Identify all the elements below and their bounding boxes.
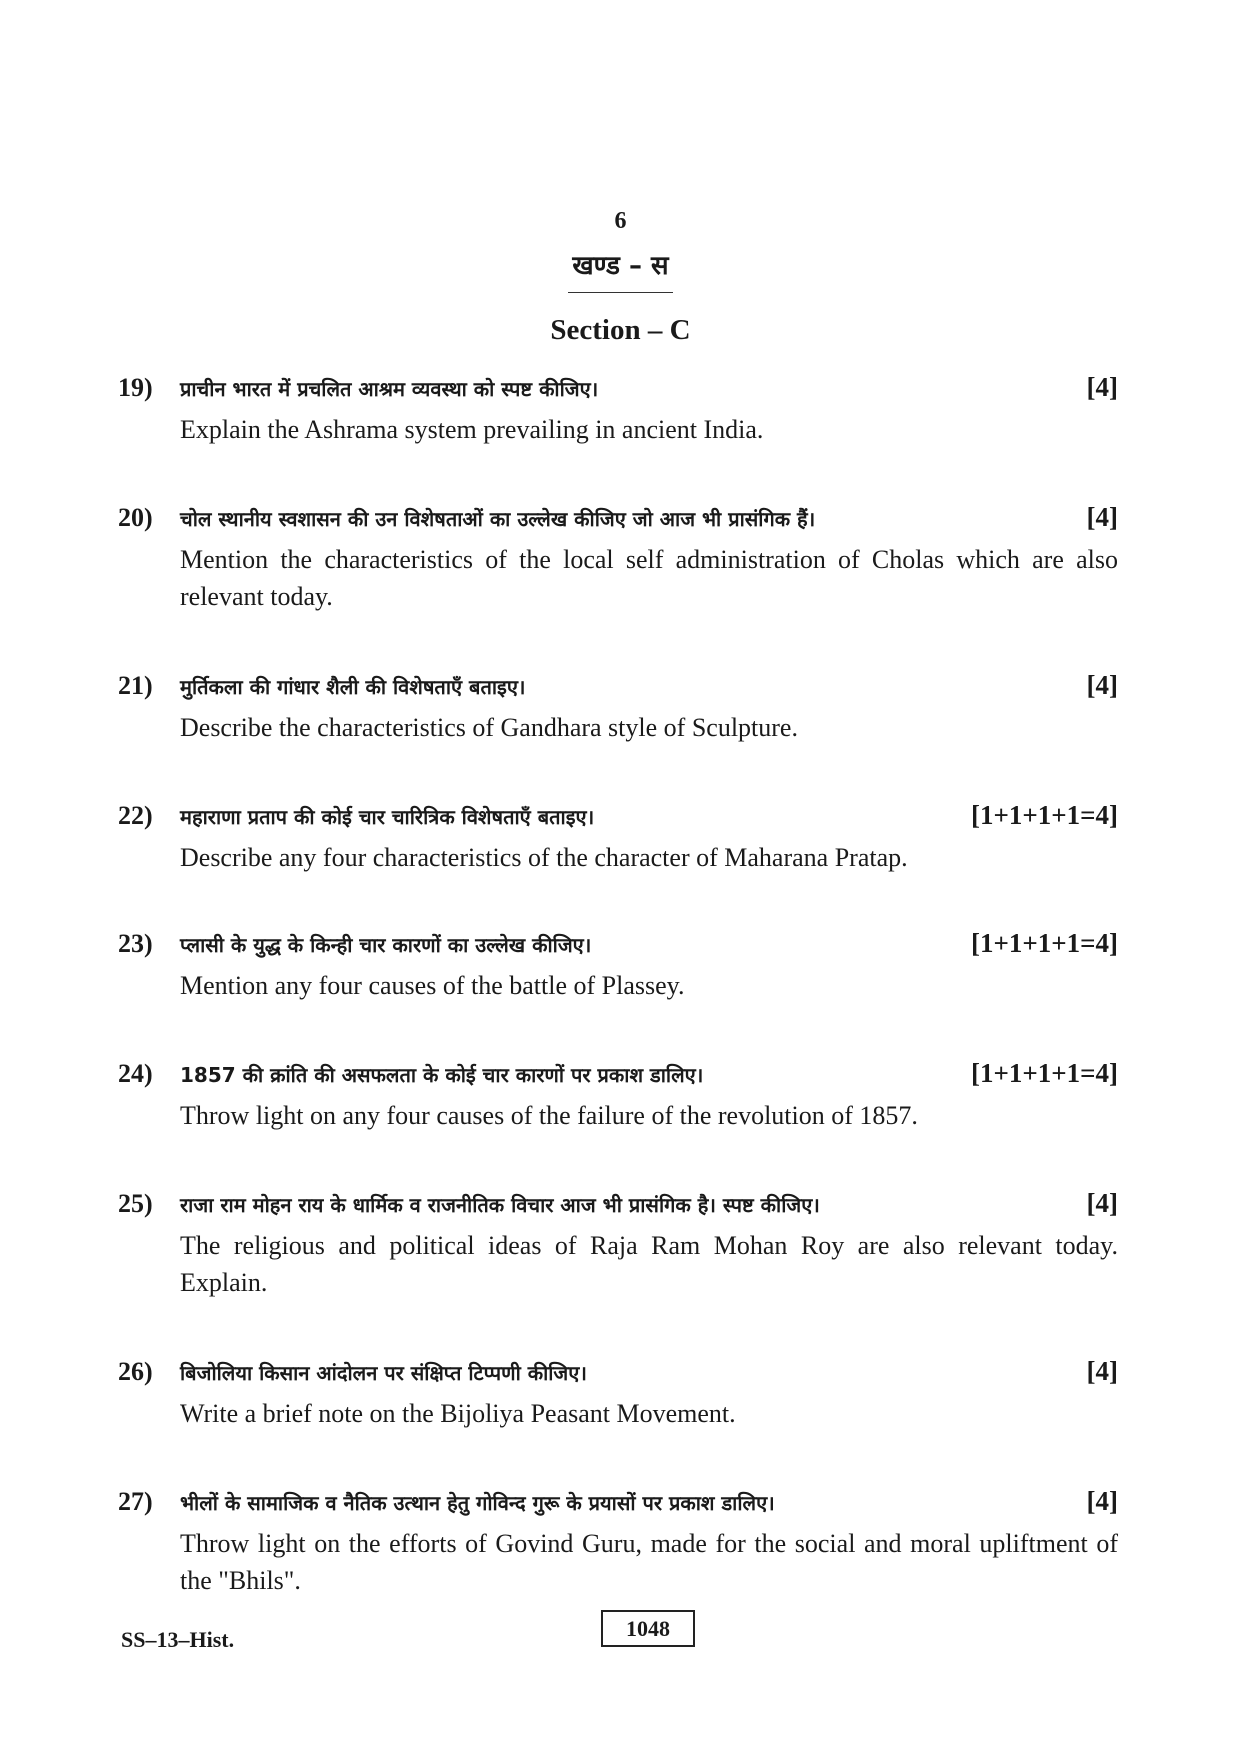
question-english: Throw light on any four causes of the failure of the revolution of 1857. (180, 1101, 918, 1130)
question-marks: [4] (1086, 1356, 1118, 1386)
section-heading-english: Section – C (550, 314, 691, 346)
question-19 (118, 372, 1118, 448)
question-24 (118, 1058, 1118, 1134)
question-26 (118, 1356, 1118, 1432)
question-hindi: बिजोलिया किसान आंदोलन पर संक्षिप्त टिप्पणी कीजिए। (180, 1361, 587, 1385)
question-number: 21) (118, 671, 153, 700)
question-english: Explain the Ashrama system prevailing in ancient India. (180, 415, 764, 444)
question-marks: [4] (1086, 372, 1118, 402)
question-hindi: मुर्तिकला की गांधार शैली की विशेषताएँ बताइए। (180, 675, 526, 699)
question-25 (118, 1188, 1118, 1301)
question-english: Describe any four characteristics of the character of Maharana Pratap. (180, 843, 908, 872)
question-marks: [4] (1086, 1188, 1118, 1218)
question-marks: [1+1+1+1=4] (970, 1058, 1118, 1088)
question-hindi: राजा राम मोहन राय के धार्मिक व राजनीतिक विचार आज भी प्रासंगिक है। स्पष्ट कीजिए। (180, 1193, 820, 1217)
question-header (118, 1356, 1118, 1387)
question-22 (118, 800, 1118, 876)
question-header (118, 1188, 1118, 1219)
section-heading-hindi-wrap (0, 246, 1241, 293)
question-number: 23) (118, 929, 153, 958)
page-box-number: 1048 (601, 1610, 695, 1647)
section-heading-hindi: खण्ड – स (568, 246, 672, 293)
question-header (118, 1486, 1118, 1517)
question-header (118, 928, 1118, 959)
question-header (118, 800, 1118, 831)
question-hindi: भीलों के सामाजिक व नैतिक उत्थान हेतु गोविन्द गुरू के प्रयासों पर प्रकाश डालिए। (180, 1491, 775, 1515)
question-english: Throw light on the efforts of Govind Guru, made for the social and moral upliftment of the "Bhils". (180, 1529, 1118, 1595)
question-number: 19) (118, 373, 153, 402)
question-english: Write a brief note on the Bijoliya Peasant Movement. (180, 1399, 736, 1428)
question-marks: [4] (1086, 1486, 1118, 1516)
question-27 (118, 1486, 1118, 1599)
question-23 (118, 928, 1118, 1004)
question-header (118, 670, 1118, 701)
question-english: Describe the characteristics of Gandhara style of Sculpture. (180, 713, 798, 742)
question-number: 25) (118, 1189, 153, 1218)
question-number: 26) (118, 1357, 153, 1386)
question-header (118, 372, 1118, 403)
question-21 (118, 670, 1118, 746)
question-hindi: चोल स्थानीय स्वशासन की उन विशेषताओं का उल्लेख कीजिए जो आज भी प्रासंगिक हैं। (180, 507, 816, 531)
question-20 (118, 502, 1118, 615)
question-header (118, 502, 1118, 533)
question-number: 20) (118, 503, 153, 532)
question-english: Mention any four causes of the battle of Plassey. (180, 971, 685, 1000)
question-english: The religious and political ideas of Raja Ram Mohan Roy are also relevant today. Explain. (180, 1231, 1118, 1297)
question-hindi: प्राचीन भारत में प्रचलित आश्रम व्यवस्था को स्पष्ट कीजिए। (180, 377, 599, 401)
paper-code: SS–13–Hist. (121, 1627, 235, 1652)
question-number: 22) (118, 801, 153, 830)
question-marks: [1+1+1+1=4] (970, 928, 1118, 958)
question-marks: [1+1+1+1=4] (970, 800, 1118, 830)
page-number: 6 (614, 208, 627, 234)
question-marks: [4] (1086, 670, 1118, 700)
question-number: 27) (118, 1487, 153, 1516)
question-hindi: 1857 की क्रांति की असफलता के कोई चार कारणों पर प्रकाश डालिए। (180, 1063, 704, 1087)
question-header (118, 1058, 1118, 1089)
question-hindi: महाराणा प्रताप की कोई चार चारित्रिक विशेषताएँ बताइए। (180, 805, 595, 829)
question-marks: [4] (1086, 502, 1118, 532)
question-number: 24) (118, 1059, 153, 1088)
question-english: Mention the characteristics of the local self administration of Cholas which are also relevant today. (180, 545, 1118, 611)
question-hindi: प्लासी के युद्ध के किन्ही चार कारणों का उल्लेख कीजिए। (180, 933, 592, 957)
